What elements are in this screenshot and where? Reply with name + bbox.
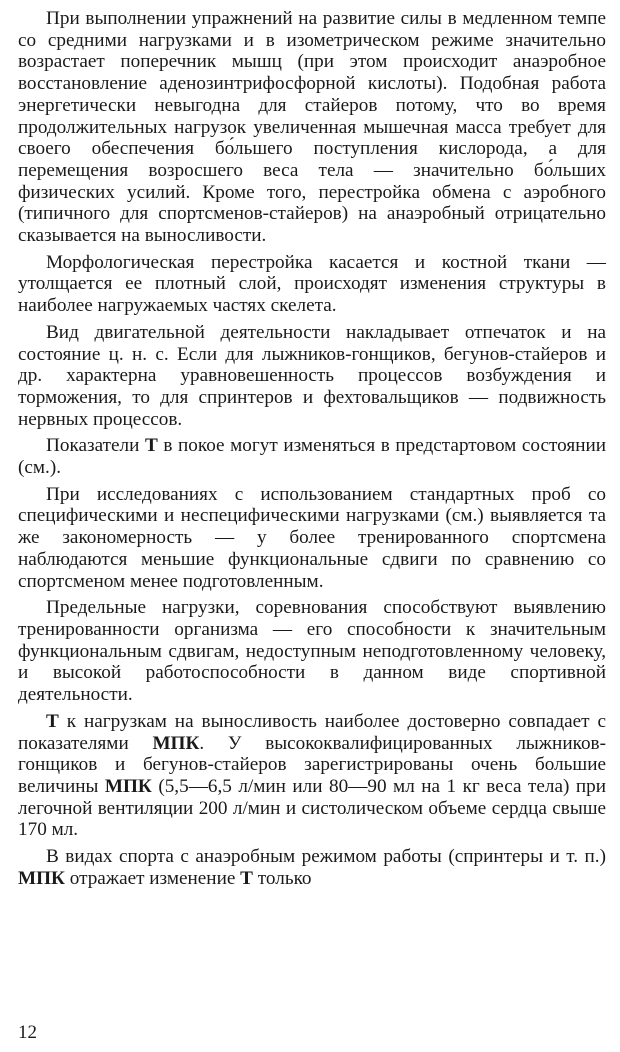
paragraph-strength-training: При выполнении упражнений на развитие силы в медленном темпе со средними нагрузками и в изометрическом режиме значительно возрастает поперечник мышц (при этом происходит анаэробное восстановление аденозинтрифосфорной кислоты). Подобная работа энергетически невыгодна для стайеров потому, что во время продолжительных нагрузок увеличенная мышечная масса требует для своего обеспечения бо́льшего поступления кислорода, а для перемещения возросшего веса тела — значительно бо́льших физических усилий. Кроме того, перестройка обмена с аэробного (типичного для спортсменов-стайеров) на анаэробный отрицательно сказывается на выносливости. — [18, 8, 606, 247]
paragraph-anaerobic-sports: В видах спорта с анаэробным режимом работы (спринтеры и т. п.) МПК отражает изменение Т только — [18, 846, 606, 889]
paragraph-vo2max-endurance: Т к нагрузкам на выносливость наиболее достоверно совпадает с показателями МПК. У высококвалифицированных лыжников-гонщиков и бегунов-стайеров зарегистрированы очень большие величины МПК (5,5—6,5 л/мин или 80—90 мл на 1 кг веса тела) при легочной вентиляции 200 л/мин и систолическом объеме сердца свыше 170 мл. — [18, 710, 606, 841]
page-number: 12 — [18, 1022, 37, 1043]
paragraph-bone-tissue: Морфологическая перестройка касается и костной ткани — утолщается ее плотный слой, происходят изменения структуры в наиболее нагружаемых частях скелета. — [18, 251, 606, 317]
paragraph-maximal-loads: Предельные нагрузки, соревнования способствуют выявлению тренированности организма — его способности к значительным функциональным сдвигам, недоступным неподготовленному человеку, и высокой работоспособности в данном виде спортивной деятельности. — [18, 597, 606, 706]
paragraph-nervous-system: Вид двигательной деятельности накладывает отпечаток и на состояние ц. н. с. Если для лыжников-гонщиков, бегунов-стайеров и др. характерна уравновешенность процессов возбуждения и торможения, то для спринтеров и фехтовальщиков — подвижность нервных процессов. — [18, 321, 606, 430]
paragraph-standard-tests: При исследованиях с использованием стандартных проб со специфическими и неспецифическими нагрузками (см.) выявляется та же закономерность — у более тренированного спортсмена наблюдаются меньшие функциональные сдвиги по сравнению со спортсменом менее подготовленным. — [18, 483, 606, 592]
paragraph-prestart-state: Показатели Т в покое могут изменяться в предстартовом состоянии (см.). — [18, 435, 606, 479]
